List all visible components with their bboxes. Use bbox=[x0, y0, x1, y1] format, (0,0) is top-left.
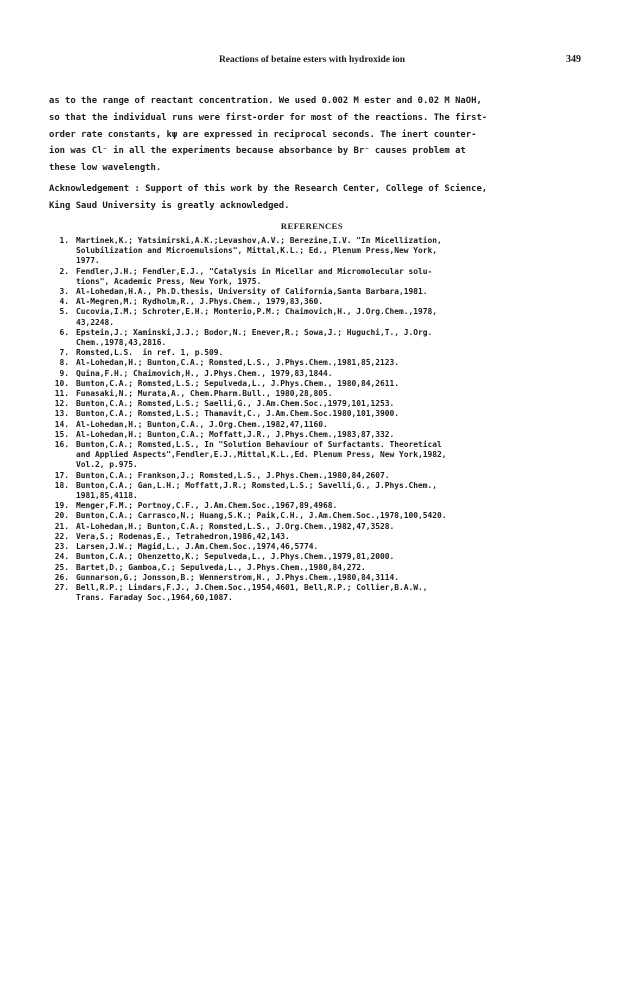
reference-number: 21. bbox=[54, 521, 69, 531]
reference-line: Bunton,C.A.; Gan,L.H.; Moffatt,J.R.; Romsted,L.S.; Savelli,G., J.Phys.Chem., bbox=[76, 480, 438, 490]
reference-text bbox=[76, 563, 594, 573]
reference-number: 4. bbox=[59, 297, 69, 307]
reference-item bbox=[49, 379, 594, 389]
reference-line: Bunton,C.A.; Romsted,L.S.; Thamavit,C., J.Am.Chem.Soc.1980,101,3900. bbox=[76, 409, 400, 419]
reference-item bbox=[49, 420, 594, 430]
reference-item bbox=[49, 511, 594, 521]
reference-line: Al-Lohedan,H.A., Ph.D.thesis, University of California,Santa Barbara,1981. bbox=[76, 287, 428, 297]
reference-number: 8. bbox=[59, 358, 69, 368]
reference-text bbox=[76, 399, 594, 409]
reference-line: Gunnarson,G.; Jonsson,B.; Wennerstrom,H., J.Phys.Chem.,1980,84,3114. bbox=[76, 572, 400, 582]
reference-text bbox=[76, 369, 594, 379]
body-line: these low wavelength. bbox=[49, 163, 162, 174]
reference-line: Chem.,1978,43,2816. bbox=[76, 338, 167, 348]
reference-item bbox=[49, 328, 594, 348]
reference-number: 1. bbox=[59, 236, 69, 245]
reference-line: Al-Lohedan,H.; Bunton,C.A.; Moffatt,J.R., J.Phys.Chem.,1983,87,332. bbox=[76, 429, 395, 439]
reference-text bbox=[76, 389, 594, 399]
reference-line: Funasaki,N.; Murata,A., Chem.Pharm.Bull., 1980,28,805. bbox=[76, 389, 333, 399]
reference-item bbox=[49, 471, 594, 481]
reference-number: 7. bbox=[59, 348, 69, 358]
reference-line: Epstein,J.; Xaminski,J.J.; Bodor,N.; Enever,R.; Sowa,J.; Huguchi,T., J.Org. bbox=[76, 327, 433, 337]
reference-number: 26. bbox=[54, 572, 69, 582]
reference-line: Quina,F.H.; Chaimovich,H., J.Phys.Chem., 1979,83,1844. bbox=[76, 368, 333, 378]
reference-line: Bunton,C.A.; Romsted,L.S.; Sepulveda,L., J.Phys.Chem., 1980,84,2611. bbox=[76, 378, 400, 388]
reference-line: Al-Megren,M.; Rydholm,R., J.Phys.Chem., 1979,83,360. bbox=[76, 297, 324, 307]
reference-text bbox=[76, 532, 594, 542]
reference-text bbox=[76, 583, 594, 603]
reference-item bbox=[49, 389, 594, 399]
reference-line: Al-Lohedan,H.; Bunton,C.A.; Romsted,L.S., J.Org.Chem.,1982,47,3528. bbox=[76, 521, 395, 531]
reference-item bbox=[49, 358, 594, 368]
reference-text bbox=[76, 409, 594, 419]
reference-number: 3. bbox=[59, 287, 69, 297]
reference-item bbox=[49, 399, 594, 409]
reference-item bbox=[49, 440, 594, 471]
reference-item bbox=[49, 573, 594, 583]
reference-line: tions", Academic Press, New York, 1975. bbox=[76, 276, 262, 286]
reference-item bbox=[49, 236, 594, 267]
body-line: so that the individual runs were first-order for most of the reactions. The first- bbox=[49, 112, 488, 123]
reference-item bbox=[49, 542, 594, 552]
reference-number: 27. bbox=[54, 582, 69, 592]
reference-number: 17. bbox=[54, 470, 69, 480]
reference-line: Cucovia,I.M.; Schroter,E.H.; Monterio,P.M.; Chaimovich,H., J.Org.Chem.,1978, bbox=[76, 307, 438, 317]
page-number: 349 bbox=[566, 54, 581, 65]
reference-number: 25. bbox=[54, 562, 69, 572]
reference-text bbox=[76, 297, 594, 307]
reference-item bbox=[49, 287, 594, 297]
reference-line: Trans. Faraday Soc.,1964,60,1087. bbox=[76, 593, 233, 603]
reference-text bbox=[76, 573, 594, 583]
reference-number: 9. bbox=[59, 368, 69, 378]
reference-text bbox=[76, 471, 594, 481]
reference-text bbox=[76, 542, 594, 552]
reference-number: 5. bbox=[59, 307, 69, 317]
reference-text bbox=[76, 236, 594, 267]
reference-text bbox=[76, 501, 594, 511]
reference-text bbox=[76, 481, 594, 501]
reference-item bbox=[49, 369, 594, 379]
reference-item bbox=[49, 532, 594, 542]
reference-line: Al-Lohedan,H.; Bunton,C.A., J.Org.Chem.,1982,47,1160. bbox=[76, 419, 328, 429]
body-line: order rate constants, kψ are expressed in reciprocal seconds. The inert counter- bbox=[49, 129, 477, 140]
reference-number: 10. bbox=[54, 378, 69, 388]
reference-number: 6. bbox=[59, 327, 69, 337]
reference-line: Bunton,C.A.; Ohenzetto,K.; Sepulveda,L., J.Phys.Chem.,1979,81,2000. bbox=[76, 552, 395, 562]
reference-line: Bartet,D.; Gamboa,C.; Sepulveda,L., J.Phys.Chem.,1980,84,272. bbox=[76, 562, 366, 572]
reference-line: Bunton,C.A.; Romsted,L.S.; Saelli,G., J.Am.Chem.Soc.,1979,101,1253. bbox=[76, 399, 395, 409]
reference-text bbox=[76, 267, 594, 287]
reference-item bbox=[49, 481, 594, 501]
reference-line: Bunton,C.A.; Frankson,J.; Romsted,L.S., J.Phys.Chem.,1980,84,2607. bbox=[76, 470, 390, 480]
reference-item bbox=[49, 501, 594, 511]
reference-text bbox=[76, 307, 594, 327]
reference-item bbox=[49, 552, 594, 562]
reference-text bbox=[76, 358, 594, 368]
reference-line: Larsen,J.W.; Magid,L., J.Am.Chem.Soc.,1974,46,5774. bbox=[76, 542, 319, 552]
running-header-title: Reactions of betaine esters with hydroxide ion bbox=[218, 55, 406, 65]
reference-number: 19. bbox=[54, 501, 69, 511]
reference-number: 18. bbox=[54, 480, 69, 490]
reference-text bbox=[76, 552, 594, 562]
body-paragraph bbox=[49, 93, 589, 177]
body-line: as to the range of reactant concentration. We used 0.002 M ester and 0.02 M NaOH, bbox=[49, 96, 482, 106]
reference-line: Vol.2, p.975. bbox=[76, 460, 138, 470]
reference-line: Bunton,C.A.; Carrasco,N.; Huang,S.K.; Paik,C.H., J.Am.Chem.Soc.,1978,100,5420. bbox=[76, 511, 447, 521]
reference-list bbox=[49, 236, 594, 603]
reference-item bbox=[49, 522, 594, 532]
reference-number: 12. bbox=[54, 399, 69, 409]
acknowledgement-line: Acknowledgement : Support of this work by the Research Center, College of Science, bbox=[49, 184, 488, 194]
reference-number: 23. bbox=[54, 542, 69, 552]
reference-number: 22. bbox=[54, 531, 69, 541]
reference-line: Fendler,J.H.; Fendler,E.J., "Catalysis in Micellar and Micromolecular solu- bbox=[76, 266, 433, 276]
references-heading: REFERENCES bbox=[280, 221, 344, 231]
reference-line: Menger,F.M.; Portnoy,C.F., J.Am.Chem.Soc.,1967,89,4968. bbox=[76, 501, 338, 511]
reference-line: Martinek,K.; Yatsimirski,A.K.;Levashov,A.V.; Berezine,I.V. "In Micellization, bbox=[76, 236, 442, 245]
reference-number: 24. bbox=[54, 552, 69, 562]
reference-line: 43,2248. bbox=[76, 317, 115, 327]
reference-text bbox=[76, 440, 594, 471]
reference-text bbox=[76, 287, 594, 297]
reference-text bbox=[76, 522, 594, 532]
reference-item bbox=[49, 348, 594, 358]
reference-text bbox=[76, 379, 594, 389]
reference-number: 2. bbox=[59, 266, 69, 276]
reference-line: Romsted,L.S. in ref. 1, p.509. bbox=[76, 348, 224, 358]
body-line: ion was Cl⁻ in all the experiments because absorbance by Br⁻ causes problem at bbox=[49, 146, 466, 157]
reference-line: 1977. bbox=[76, 256, 100, 266]
reference-number: 14. bbox=[54, 419, 69, 429]
acknowledgement bbox=[49, 181, 487, 215]
reference-number: 15. bbox=[54, 429, 69, 439]
reference-text bbox=[76, 348, 594, 358]
reference-item bbox=[49, 307, 594, 327]
reference-text bbox=[76, 420, 594, 430]
reference-line: Bell,R.P.; Lindars,F.J., J.Chem.Soc.,1954,4601, Bell,R.P.; Collier,B.A.W., bbox=[76, 582, 428, 592]
reference-text bbox=[76, 328, 594, 348]
reference-item bbox=[49, 409, 594, 419]
reference-line: and Applied Aspects",Fendler,E.J.,Mittal,K.L.,Ed. Plenum Press, New York,1982, bbox=[76, 450, 447, 460]
reference-item bbox=[49, 430, 594, 440]
reference-number: 20. bbox=[54, 511, 69, 521]
reference-item bbox=[49, 563, 594, 573]
acknowledgement-line: King Saud University is greatly acknowledged. bbox=[49, 200, 290, 211]
reference-line: Vera,S.; Rodenas,E., Tetrahedron,1986,42,143. bbox=[76, 531, 290, 541]
reference-number: 16. bbox=[54, 440, 69, 450]
reference-line: Bunton,C.A.; Romsted,L.S., In "Solution Behaviour of Surfactants. Theoretical bbox=[76, 440, 442, 450]
reference-number: 11. bbox=[54, 389, 69, 399]
reference-text bbox=[76, 430, 594, 440]
reference-item bbox=[49, 267, 594, 287]
reference-text bbox=[76, 511, 594, 521]
reference-line: 1981,85,4118. bbox=[76, 491, 138, 501]
reference-item bbox=[49, 297, 594, 307]
reference-item bbox=[49, 583, 594, 603]
reference-line: Solubilization and Microemulsions", Mittal,K.L.; Ed., Plenum Press,New York, bbox=[76, 246, 438, 256]
reference-line: Al-Lohedan,H.; Bunton,C.A.; Romsted,L.S., J.Phys.Chem.,1981,85,2123. bbox=[76, 358, 400, 368]
reference-number: 13. bbox=[54, 409, 69, 419]
